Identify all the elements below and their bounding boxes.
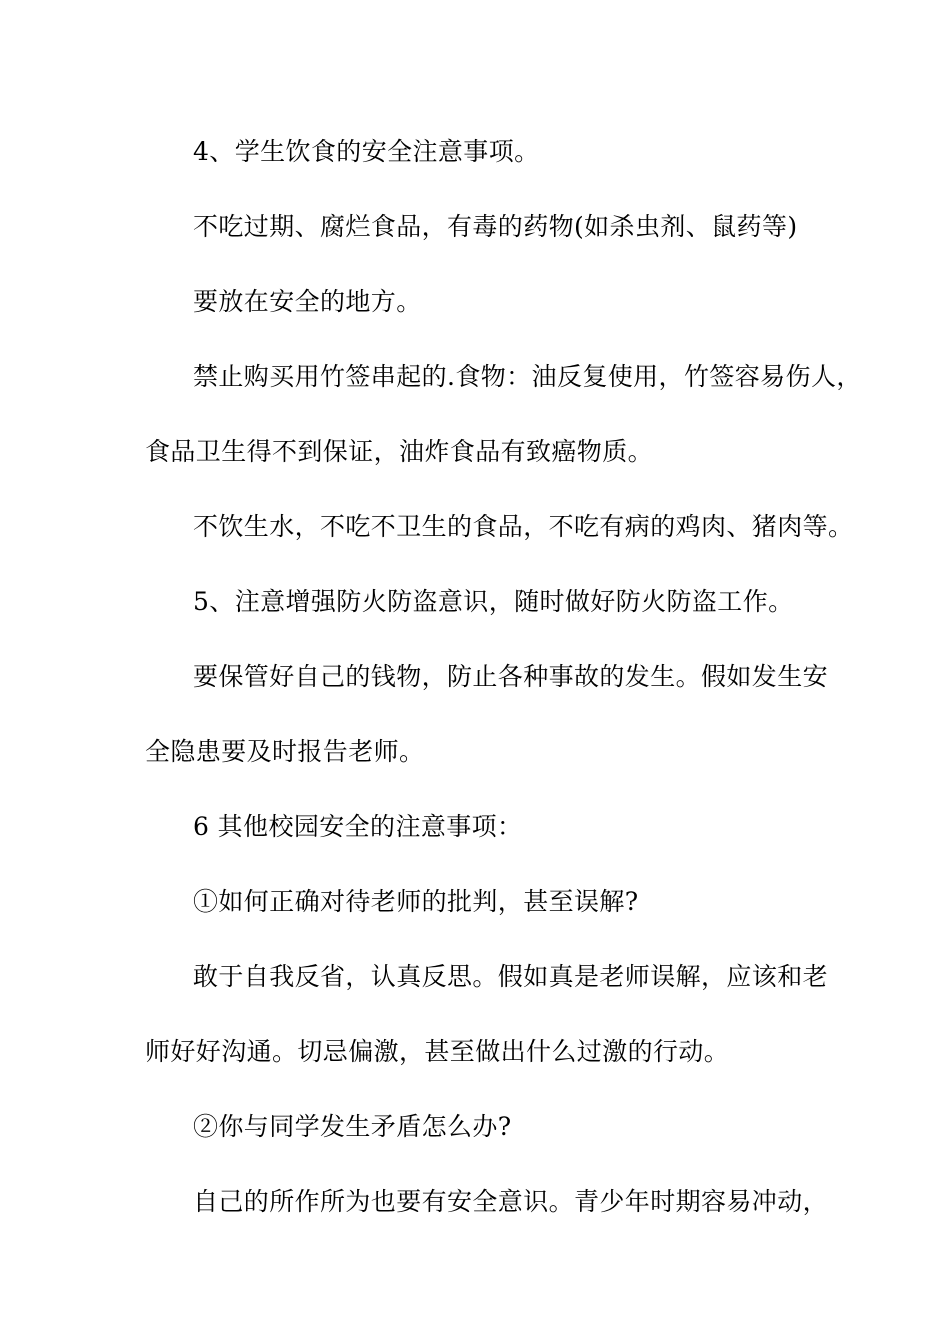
paragraph-line: 要保管好自己的钱物，防止各种事故的发生。假如发生安 [193,662,829,691]
paragraph-line: 敢于自我反省，认真反思。假如真是老师误解，应该和老 [193,962,829,991]
paragraph-line: 全隐患要及时报告老师。 [145,737,425,766]
section-heading-fire-theft: 5、注意增强防火防盗意识，随时做好防火防盗工作。 [193,587,794,616]
question-line: ②你与同学发生矛盾怎么办? [193,1112,512,1141]
paragraph-line: 不饮生水，不吃不卫生的食品，不吃有病的鸡肉、猪肉等。 [193,512,854,541]
paragraph-line: 师好好沟通。切忌偏激，甚至做出什么过激的行动。 [145,1037,730,1066]
paragraph-line: 要放在安全的地方。 [193,287,422,316]
section-heading-diet-safety: 4、学生饮食的安全注意事项。 [193,137,540,166]
paragraph-line: 不吃过期、腐烂食品，有毒的药物(如杀虫剂、鼠药等) [193,212,798,241]
paragraph-line: 食品卫生得不到保证，油炸食品有致癌物质。 [145,437,654,466]
paragraph-line: 自己的所作所为也要有安全意识。青少年时期容易冲动， [193,1187,829,1216]
paragraph-line: 禁止购买用竹签串起的.食物：油反复使用，竹签容易伤人， [193,362,862,391]
question-line: ①如何正确对待老师的批判，甚至误解? [193,887,639,916]
section-heading-other-safety: 6 其他校园安全的注意事项： [193,812,523,841]
